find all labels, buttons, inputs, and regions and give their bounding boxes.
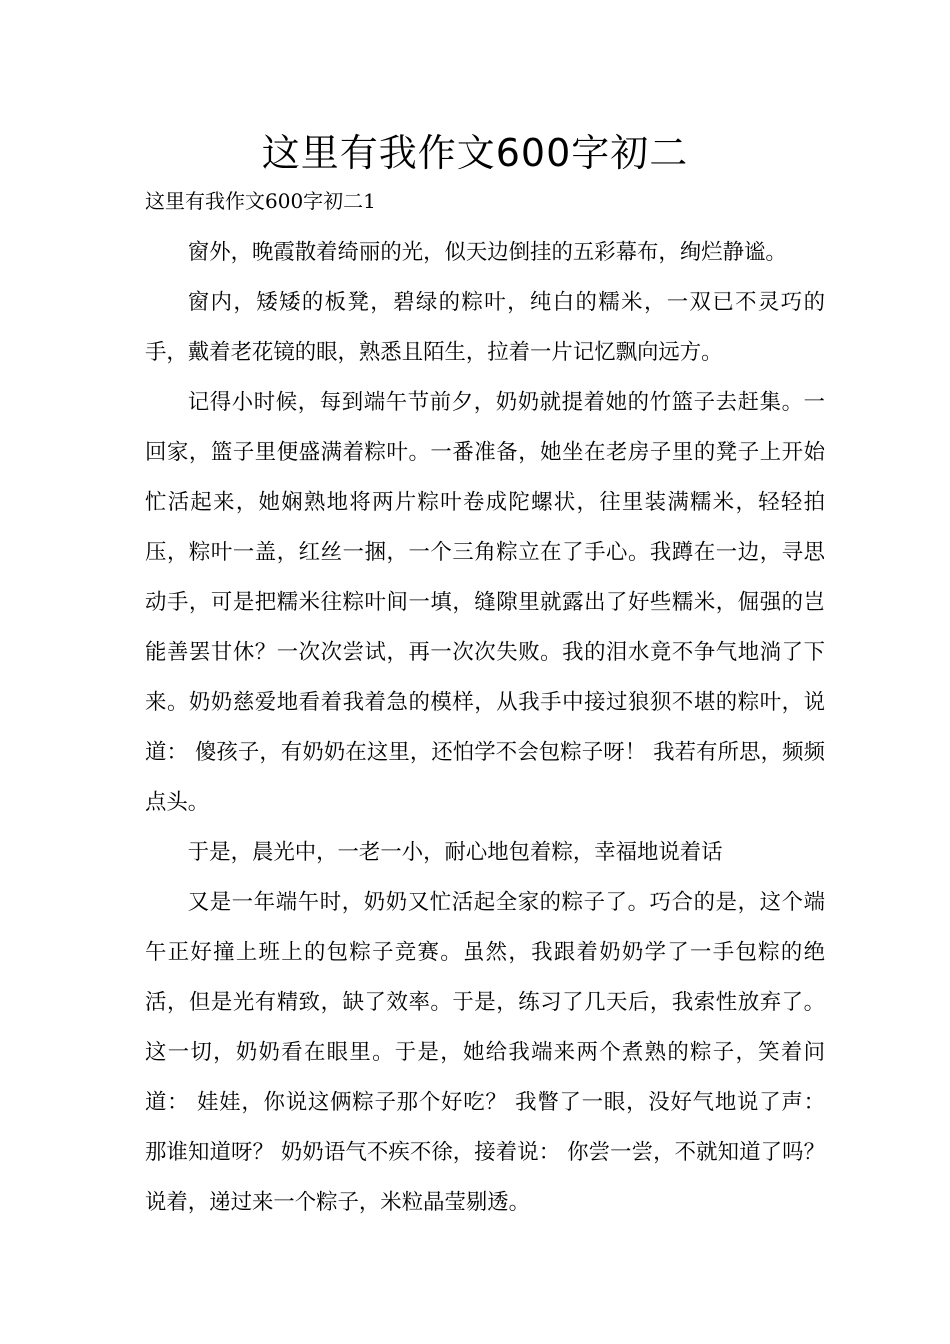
- paragraph: 于是，晨光中，一老一小，耐心地包着粽，幸福地说着话: [187, 840, 723, 865]
- document-body: [145, 228, 825, 1228]
- paragraph: 记得小时候，每到端午节前夕，奶奶就提着她的竹篮子去赶集。一回家，篮子里便盛满着粽叶。一番准备，她坐在老房子里的凳子上开始忙活起来，她娴熟地将两片粽叶卷成陀螺状，往里装满糯米，轻轻拍压，粽叶一盖，红丝一捆，一个三角粽立在了手心。我蹲在一边，寻思动手，可是把糯米往粽叶间一填，缝隙里就露出了好些糯米，倔强的岂能善罢甘休？一次次尝试，再一次次失败。我的泪水竟不争气地淌了下来。奶奶慈爱地看着我着急的模样，从我手中接过狼狈不堪的粽叶，说道： 傻孩子，有奶奶在这里，还怕学不会包粽子呀！ 我若有所思，频频点头。: [145, 390, 825, 815]
- document-title: 这里有我作文600字初二: [261, 131, 689, 175]
- document-subtitle: 这里有我作文600字初二1: [145, 189, 376, 213]
- paragraph: 窗内，矮矮的板凳，碧绿的粽叶，纯白的糯米，一双已不灵巧的手，戴着老花镜的眼，熟悉且陌生，拉着一片记忆飘向远方。: [145, 290, 825, 365]
- paragraph: 又是一年端午时，奶奶又忙活起全家的粽子了。巧合的是，这个端午正好撞上班上的包粽子竞赛。虽然，我跟着奶奶学了一手包粽的绝活，但是光有精致，缺了效率。于是，练习了几天后，我索性放弃了。这一切，奶奶看在眼里。于是，她给我端来两个煮熟的粽子，笑着问道： 娃娃，你说这俩粽子那个好吃？ 我瞥了一眼，没好气地说了声： 那谁知道呀？ 奶奶语气不疾不徐，接着说： 你尝一尝，不就知道了吗？ 说着，递过来一个粽子，米粒晶莹剔透。: [145, 890, 825, 1215]
- paragraph: 窗外，晚霞散着绮丽的光，似天边倒挂的五彩幕布，绚烂静谧。: [187, 240, 787, 265]
